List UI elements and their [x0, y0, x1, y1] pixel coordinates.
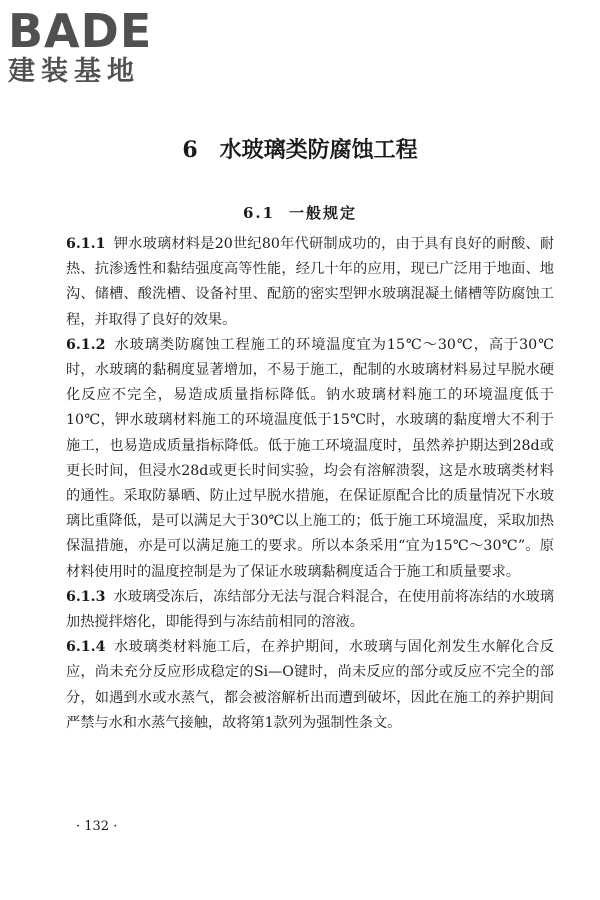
logo-subtitle: 建装基地 [8, 56, 140, 87]
clause-number: 6.1.4 [66, 639, 106, 656]
clause-paragraph [66, 333, 554, 585]
site-logo [8, 6, 178, 88]
chapter-title [0, 135, 600, 165]
clause-paragraph [66, 585, 554, 635]
chapter-number: 6 [182, 137, 198, 163]
page-number: · 132 · [76, 819, 118, 834]
clause-text: 水玻璃类防腐蚀工程施工的环境温度宜为15℃～30℃，高于30℃时，水玻璃的黏稠度显著增加，不易于施工，配制的水玻璃材料易过早脱水硬化反应不完全，易造成质量指标降低。钠水玻璃材料施工的环境温度低于10℃，钾水玻璃材料施工的环境温度低于15℃时，水玻璃的黏度增大不利于施工，也易造成质量指标降低。低于施工环境温度时，虽然养护期达到28d或更长时间，但浸水28d或更长时间实验，均会有溶解溃裂，这是水玻璃类材料的通性。采取防暴晒、防止过早脱水措施，在保证原配合比的质量情况下水玻璃比重降低，是可以满足大于30℃以上施工的；低于施工环境温度，采取加热保温措施，亦是可以满足施工的要求。所以本条采用“宜为15℃～30℃”。原材料使用时的温度控制是为了保证水玻璃黏稠度适合于施工和质量要求。 [66, 336, 554, 580]
clause-paragraph [66, 635, 554, 736]
clause-list [66, 232, 554, 736]
clause-text: 钾水玻璃材料是20世纪80年代研制成功的，由于具有良好的耐酸、耐热、抗渗透性和黏结强度高等性能，经几十年的应用，现已广泛用于地面、地沟、储槽、酸洗槽、设备衬里、配筋的密实型钾水玻璃混凝土储槽等防腐蚀工程，并取得了良好的效果。 [66, 236, 554, 328]
clause-paragraph [66, 232, 554, 333]
clause-text: 水玻璃受冻后，冻结部分无法与混合料混合，在使用前将冻结的水玻璃加热搅拌熔化，即能得到与冻结前相同的溶液。 [66, 588, 554, 631]
logo-brand: BADE [8, 4, 153, 58]
clause-number: 6.1.1 [66, 236, 106, 252]
section-title-text: 一般规定 [289, 204, 358, 222]
section-number: 6.1 [242, 204, 276, 222]
chapter-title-text: 水玻璃类防腐蚀工程 [219, 137, 418, 163]
clause-number: 6.1.2 [66, 336, 106, 353]
section-heading [0, 202, 600, 224]
clause-text: 水玻璃类材料施工后，在养护期间，水玻璃与固化剂发生水解化合反应，尚未充分反应形成稳定的Si—O键时，尚未反应的部分或反应不完全的部分，如遇到水或水蒸气，都会被溶解析出而遭到破坏，因此在施工的养护期间严禁与水和水蒸气接触，故将第1款列为强制性条文。 [66, 639, 554, 731]
clause-number: 6.1.3 [66, 588, 106, 605]
